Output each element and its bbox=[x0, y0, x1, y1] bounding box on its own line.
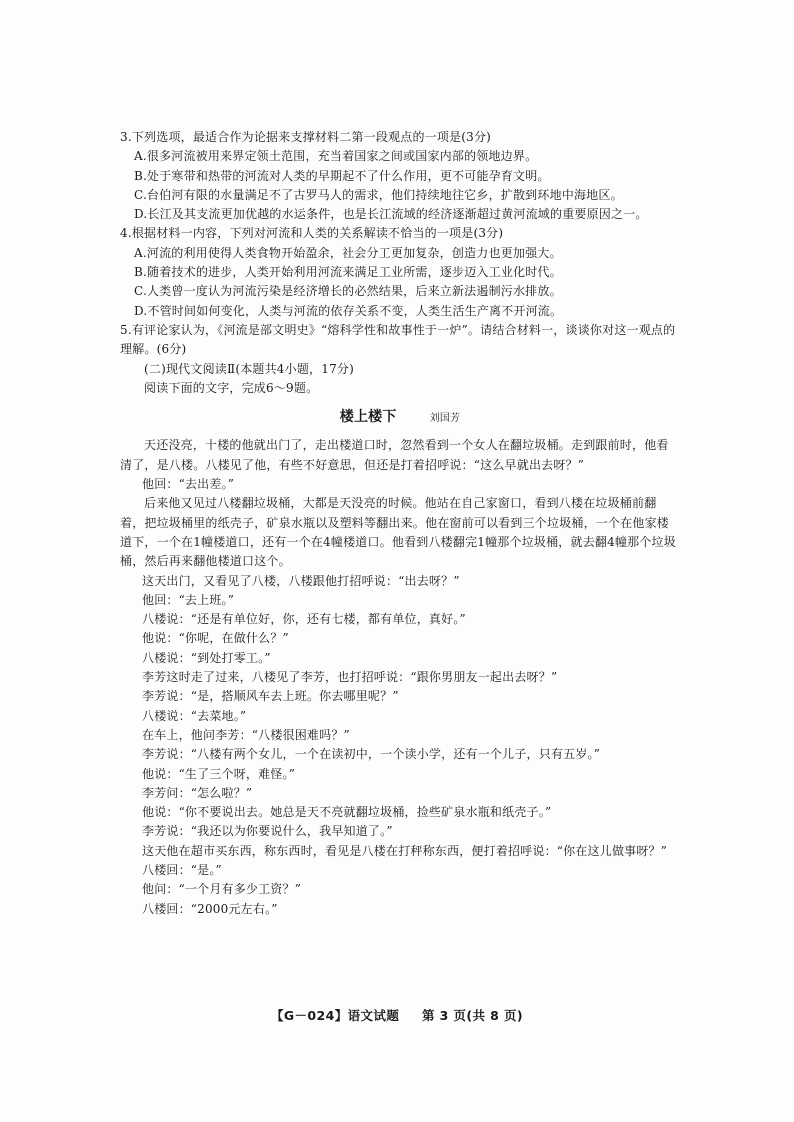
question-3-option-b: B.处于寒带和热带的河流对人类的早期起不了什么作用，更不可能孕育文明。 bbox=[134, 168, 550, 183]
story-paragraph: 李芳说：“是，搭顺风车去上班。你去哪里呢？” bbox=[142, 689, 399, 704]
story-paragraph: 李芳这时走了过来，八楼见了李芳，也打招呼说：“跟你男朋友一起出去呀？” bbox=[142, 670, 558, 685]
question-4-option-d: D.不管时间如何变化，人类与河流的依存关系不变，人类生活生产离不开河流。 bbox=[134, 303, 563, 318]
story-paragraph: 后来他又见过八楼翻垃圾桶，大都是天没亮的时候。他站在自己家窗口，看到八楼在垃圾桶前翻着，把垃圾桶里的纸壳子，矿泉水瓶以及塑料等翻出来。他在窗前可以看到三个垃圾桶，一个在他家楼道下，一个在1幢楼道口，还有一个在4幢楼道口。他看到八楼翻完1幢那个垃圾桶，就去翻4幢那个垃圾桶，然后再来翻他楼道口这个。 bbox=[120, 496, 676, 569]
story-title: 楼上楼下 bbox=[339, 409, 397, 426]
story-paragraph: 李芳说：“我还以为你要说什么，我早知道了。” bbox=[142, 824, 393, 839]
story-paragraph: 八楼说：“去菜地。” bbox=[142, 708, 247, 723]
story-paragraph: 他回：“去出差。” bbox=[142, 477, 235, 492]
story-paragraph: 在车上，他问李芳：“八楼很困难吗？” bbox=[142, 727, 350, 742]
question-3-option-d: D.长江及其支流更加优越的水运条件，也是长江流域的经济逐渐超过黄河流域的重要原因之一。 bbox=[134, 207, 648, 222]
story-paragraph: 他问：“一个月有多少工资？” bbox=[142, 882, 302, 897]
question-4-option-c: C.人类曾一度认为河流污染是经济增长的必然结果，后来立新法遏制污水排放。 bbox=[134, 284, 562, 299]
story-paragraph: 八楼说：“还是有单位好，你，还有七楼，都有单位，真好。” bbox=[142, 612, 466, 627]
story-title-row bbox=[120, 408, 680, 428]
question-3-option-a: A.很多河流被用来界定领土范围，充当着国家之间或国家内部的领地边界。 bbox=[134, 149, 538, 164]
footer-exam-code: 【G－024】语文试题 bbox=[270, 1008, 400, 1023]
story-paragraph: 他说：“生了三个呀，难怪。” bbox=[142, 766, 296, 781]
question-5-stem-continued: 理解。(6分) bbox=[120, 342, 187, 357]
question-4-stem: 4.根据材料一内容，下列对河流和人类的关系解读不恰当的一项是(3分) bbox=[120, 226, 504, 241]
story-paragraph: 李芳说：“八楼有两个女儿，一个在读初中，一个读小学，还有一个儿子，只有五岁。” bbox=[142, 747, 601, 762]
story-paragraph: 八楼回：“2000元左右。” bbox=[142, 901, 278, 916]
story-paragraph: 这天出门，又看见了八楼，八楼跟他打招呼说：“出去呀？” bbox=[142, 573, 460, 588]
question-5-stem: 5.有评论家认为，《河流是部文明史》“熔科学性和故事性于一炉”。请结合材料一，谈谈你对这一观点的 bbox=[120, 322, 676, 337]
story-author: 刘国芳 bbox=[429, 413, 461, 425]
story-paragraph: 天还没亮，十楼的他就出门了，走出楼道口时，忽然看到一个女人在翻垃圾桶。走到跟前时，他看清了，是八楼。八楼见了他，有些不好意思，但还是打着招呼说：“这么早就出去呀？” bbox=[120, 438, 669, 472]
story-paragraph: 李芳问：“怎么啦？” bbox=[142, 785, 253, 800]
page-footer bbox=[0, 1006, 794, 1024]
story-paragraph: 他说：“你呢，在做什么？” bbox=[142, 631, 289, 646]
footer-page-number: 第 3 页(共 8 页) bbox=[422, 1008, 524, 1023]
question-4-option-a: A.河流的利用使得人类食物开始盈余，社会分工更加复杂，创造力也更加强大。 bbox=[134, 245, 562, 260]
story-paragraph: 他说：“你不要说出去。她总是天不亮就翻垃圾桶，捡些矿泉水瓶和纸壳子。” bbox=[142, 805, 552, 820]
story-paragraph: 八楼说：“到处打零工。” bbox=[142, 650, 271, 665]
section-heading: (二)现代文阅读Ⅱ(本题共4小题，17分) bbox=[144, 361, 354, 376]
page-content bbox=[120, 128, 680, 919]
section-instruction: 阅读下面的文字，完成6～9题。 bbox=[144, 380, 319, 395]
question-3-option-c: C.台伯河有限的水量满足不了古罗马人的需求，他们持续地往它乡，扩散到环地中海地区。 bbox=[134, 187, 623, 202]
story-paragraph: 这天他在超市买东西，称东西时，看见是八楼在打秤称东西，便打着招呼说：“你在这儿做事呀？” bbox=[142, 843, 668, 858]
question-3-stem: 3.下列选项，最适合作为论据来支撑材料二第一段观点的一项是(3分) bbox=[120, 130, 492, 144]
question-4-option-b: B.随着技术的进步，人类开始利用河流来满足工业所需，逐步迈入工业化时代。 bbox=[134, 265, 562, 280]
story-paragraph: 八楼回：“是。” bbox=[142, 862, 222, 877]
story-paragraph: 他回：“去上班。” bbox=[142, 592, 235, 607]
